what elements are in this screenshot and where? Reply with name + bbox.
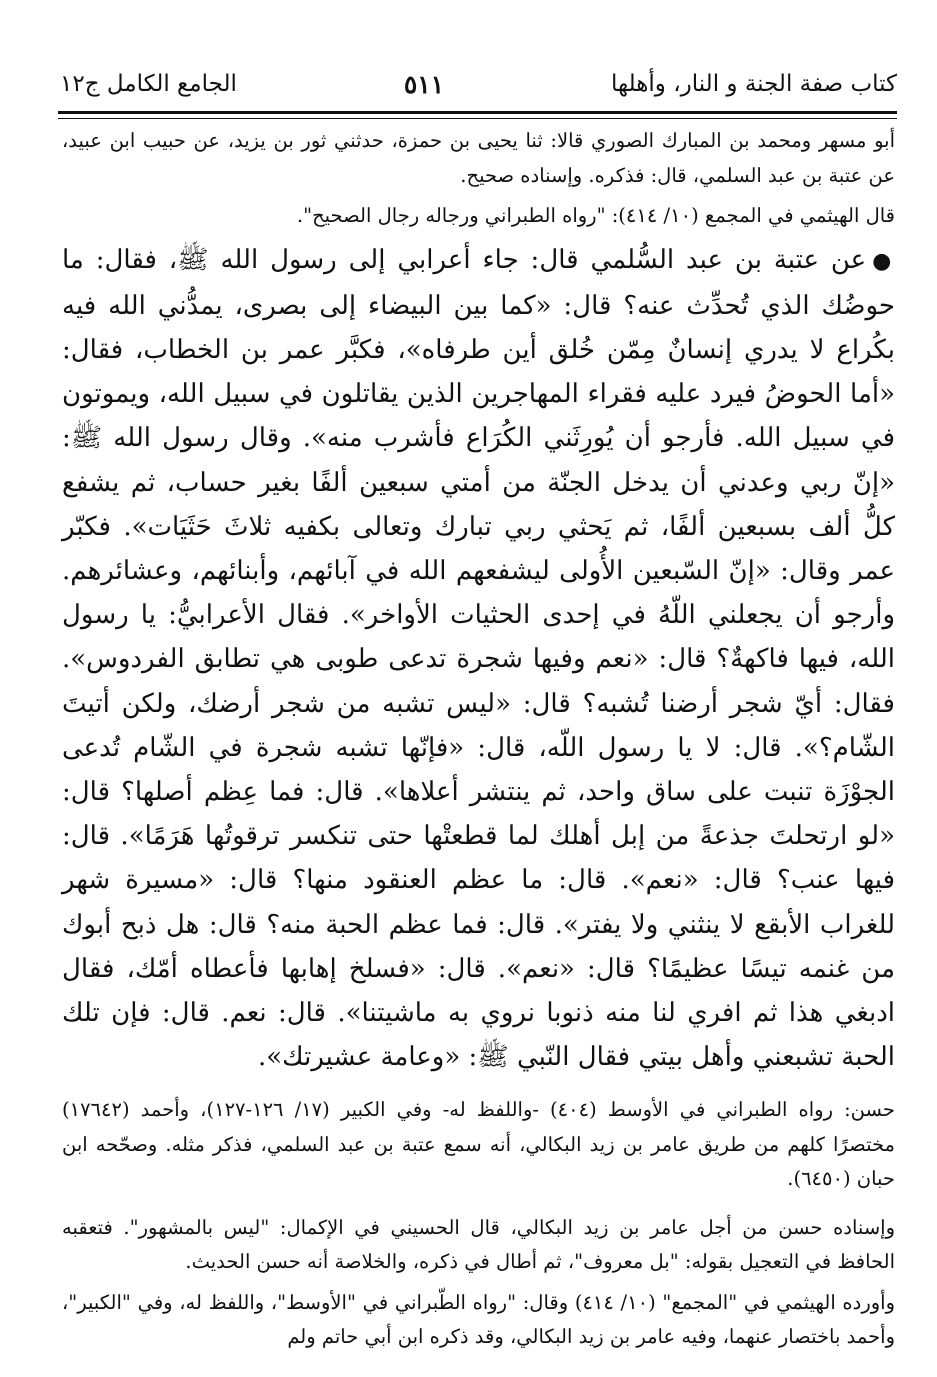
footnote-paragraph <box>62 199 895 234</box>
paragraph-text: حسن: رواه الطبراني في الأوسط (٤٠٤) -واللفظ له- وفي الكبير (١٧/ ١٢٦-١٢٧)، وأحمد (١٧٦٤٢) مختصرًا كلهم من طريق عامر بن زيد البكالي، أنه سمع عتبة بن عبد السلمي، فذكر مثله. وصحّحه ابن حبان (٦٤٥٠). <box>62 1098 895 1191</box>
paragraph-text: وإسناده حسن من أجل عامر بن زيد البكالي، قال الحسيني في الإكمال: "ليس بالمشهور". فتعقبه الحافظ في التعجيل بقوله: "بل معروف"، ثم أطال في ذكره، والخلاصة أنه حسن الحديث. <box>62 1215 895 1274</box>
footnote-paragraph <box>62 1093 895 1197</box>
footnote-paragraph <box>62 1211 895 1280</box>
book-title: الجامع الكامل ج١٢ <box>60 71 237 97</box>
page-header <box>60 62 897 106</box>
footnote-paragraph <box>62 1286 895 1355</box>
paragraph-text: وأورده الهيثمي في "المجمع" (١٠/ ٤١٤) وقال: "رواه الطّبراني في "الأوسط"، واللفظ له، وفي "الكبير"، وأحمد باختصار عنهما، وفيه عامر بن زيد البكالي، وقد ذكره ابن أبي حاتم ولم <box>62 1290 895 1349</box>
header-rule-thick <box>58 111 897 114</box>
footnote-paragraph <box>62 124 895 193</box>
paragraph-text: عن عتبة بن عبد السُّلمي قال: جاء أعرابي إلى رسول الله ﷺ، فقال: ما حوضُك الذي تُحدِّث عنه؟ قال: «كما بين البيضاء إلى بصرى، يمدُّني الله فيه بكُراع لا يدري إنسانٌ مِمّن خُلق أين طرفاه»، فكبَّر عمر بن الخطاب، فقال: «أما الحوضُ فيرد عليه فقراء المهاجرين الذين يقاتلون في سبيل الله، ويموتون في سبيل الله. فأرجو أن يُورِثَني الكُرَاع فأشرب منه». وقال رسول الله ﷺ: «إنّ ربي وعدني أن يدخل الجنّة من أمتي سبعين ألفًا بغير حساب، ثم يشفع كلُّ ألف بسبعين ألفًا، ثم يَحثي ربي تبارك وتعالى بكفيه ثلاثَ حَثَيَات». فكبّر عمر وقال: «إنّ السّبعين الأُولى ليشفعهم الله في آبائهم، وأبنائهم، وعشائرهم. وأرجو أن يجعلني اللّهُ في إحدى الحثيات الأواخر». فقال الأعرابيُّ: يا رسول الله، فيها فاكهةٌ؟ قال: «نعم وفيها شجرة تدعى طوبى هي تطابق الفردوس». فقال: أيّ شجر أرضنا تُشبه؟ قال: «ليس تشبه من شجر أرضك، ولكن أتيتَ الشّام؟». قال: لا يا رسول اللّه، قال: «فإنّها تشبه شجرة في الشّام تُدعى الجوْزَة تنبت على ساق واحد، ثم ينتشر أعلاها». قال: فما عِظم أصلها؟ قال: «لو ارتحلتَ جذعةً من إبل أهلك لما قطعتْها حتى تنكسر ترقوتُها هَرَمًا». قال: فيها عنب؟ قال: «نعم». قال: ما عظم العنقود منها؟ قال: «مسيرة شهر للغراب الأبقع لا ينثني ولا يفتر». قال: فما عظم الحبة منه؟ قال: هل ذبح أبوك من غنمه تيسًا عظيمًا؟ قال: «نعم». قال: «فسلخ إهابها فأعطاه أمّك، فقال ادبغي هذا ثم افري لنا منه ذنوبا نروي به ماشيتنا». قال: نعم. قال: فإن تلك الحبة تشبعني وأهل بيتي فقال النّبي ﷺ: «وعامة عشيرتك». <box>62 244 895 1073</box>
page-number: ٥١١ <box>403 69 445 99</box>
bullet-icon: ● <box>872 248 895 274</box>
page-body <box>62 124 895 1355</box>
paragraph-text: أبو مسهر ومحمد بن المبارك الصوري قالا: ثنا يحيى بن حمزة، حدثني ثور بن يزيد، عن حبيب ابن عبيد، عن عتبة بن عبد السلمي، قال: فذكره. وإسناده صحيح. <box>62 129 895 187</box>
book-section-title: كتاب صفة الجنة و النار، وأهلها <box>611 71 897 97</box>
paragraph-text: قال الهيثمي في المجمع (١٠/ ٤١٤): "رواه الطبراني ورجاله رجال الصحيح". <box>296 204 895 227</box>
hadith-paragraph <box>62 238 895 1080</box>
header-rule-thin <box>58 118 897 119</box>
